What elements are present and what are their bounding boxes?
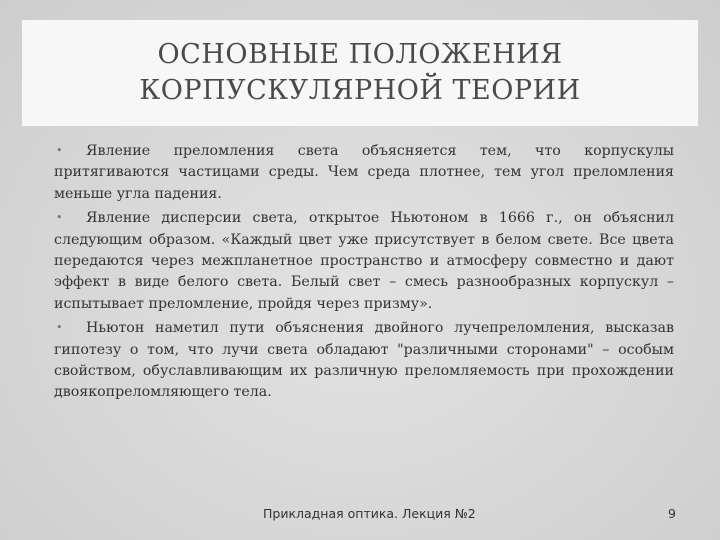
bullet-icon: • <box>56 321 63 335</box>
title-box <box>22 20 698 126</box>
bullet-text: Ньютон наметил пути объяснения двойного лучепреломления, высказав гипотезу о том, что лучи света обладают "различными сторонами" – особым свойством, обуславливающим их различную преломляемость при прохождении двоякопреломляющего тела. <box>54 320 674 401</box>
slide-body <box>54 140 674 406</box>
bullet-icon: • <box>56 211 63 225</box>
page-number: 9 <box>668 506 676 521</box>
bullet-text: Явление преломления света объясняется тем, что корпускулы притягиваются частицами среды. Чем среда плотнее, тем угол преломления меньше угла падения. <box>54 143 674 202</box>
bullet-item <box>54 317 674 404</box>
bullet-text: Явление дисперсии света, открытое Ньютоном в 1666 г., он объяснил следующим образом. «Каждый цвет уже присутствует в белом свете. Все цвета передаются через межпланетное пространство и атмосферу совместно и дают эффект в виде белого света. Белый свет – смесь разнообразных корпускул – испытывает преломление, пройдя через призму». <box>54 210 674 312</box>
slide-footer: Прикладная оптика. Лекция №2 <box>263 506 476 521</box>
slide-title-line-2: КОРПУСКУЛЯРНОЙ ТЕОРИИ <box>139 75 581 106</box>
bullet-item <box>54 140 674 205</box>
slide-title-line-1: ОСНОВНЫЕ ПОЛОЖЕНИЯ <box>157 39 563 70</box>
bullet-item <box>54 207 674 315</box>
bullet-icon: • <box>56 144 63 157</box>
